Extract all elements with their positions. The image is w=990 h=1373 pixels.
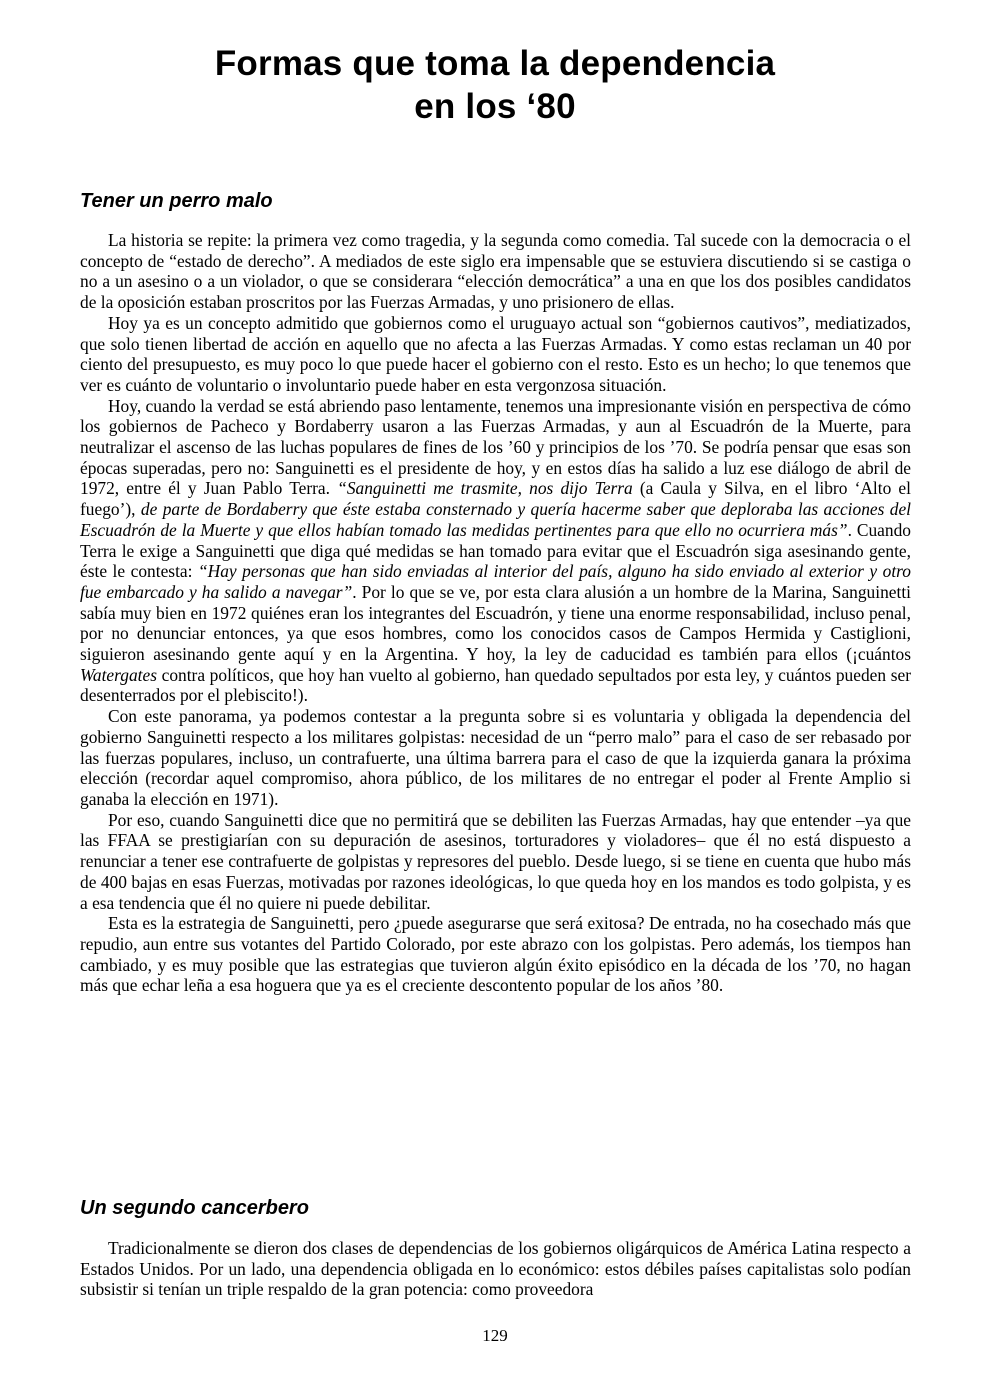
paragraph: Hoy ya es un concepto admitido que gobiernos como el uruguayo actual son “gobiernos cautivos”, mediatizados, que solo tienen libertad de acción en aquello que no afecta a las Fuerzas Armadas. Y como estas reclaman un 40 por ciento del presupuesto, es muy poco lo que puede hacer el gobierno con el resto. Esto es un hecho; lo que tenemos que ver es cuánto de voluntario o involuntario puede haber en esta vergonzosa situación. xyxy=(80,312,911,395)
page-title xyxy=(80,42,910,128)
paragraph: Por eso, cuando Sanguinetti dice que no permitirá que se debiliten las Fuerzas Armadas, hay que entender –ya que las FFAA se prestigiarían con su depuración de asesinos, torturadores y violadores– que él no está dispuesto a renunciar a tener ese contrafuerte de golpistas y represores del pueblo. Desde luego, si se tiene en cuenta que hubo más de 400 bajas en esas Fuerzas, motivadas por razones ideológicas, lo que queda hoy en los mandos es todo golpista, y es a esa tendencia que él no quiere ni puede debilitar. xyxy=(80,809,911,913)
paragraph-text: contra políticos, que hoy han vuelto al gobierno, han quedado sepultados por esta ley, y cuántos pueden ser desenterrados por el plebiscito!). xyxy=(80,664,911,706)
paragraph-text: . Por lo que se ve, por esta clara alusión a un hombre de la Marina, Sanguinetti sabía muy bien en 1972 quiénes eran los integrantes del Escuadrón, y tiene una enorme responsabilidad, incluso penal, por no denunciar entonces, ya que esos hombres, como los conocidos casos de Campos Hermida y Castiglioni, siguieron asesinando gente aquí y en la Argentina. Y hoy, la ley de caducidad es también para ellos (¡cuántos xyxy=(80,581,911,665)
quote-text: “Sanguinetti me trasmite, nos dijo Terra xyxy=(337,478,633,499)
paragraph-text: (a Caula y Silva, en el libro ‘Alto el fuego’), xyxy=(80,478,911,520)
page-number: 129 xyxy=(482,1326,508,1345)
paragraph: Esta es la estrategia de Sanguinetti, pero ¿puede asegurarse que será exitosa? De entrada, no ha cosechado más que repudio, aun entre sus votantes del Partido Colorado, por este abrazo con los golpistas. Pero además, los tiempos han cambiado, y es muy posible que las estrategias que tuvieron algún éxito episódico en la década de los ’70, no hagan más que echar leña a esa hoguera que ya es el creciente descontento popular de los años ’80. xyxy=(80,913,911,996)
section-heading-perro-malo: Tener un perro malo xyxy=(80,190,273,212)
quote-text: de parte de Bordaberry que éste estaba consternado y quería hacerme saber que deploraba las acciones del Escuadrón de la Muerte y que ellos habían tomado las medidas pertinentes para que ello no ocurriera más” xyxy=(80,499,912,540)
paragraph: Con este panorama, ya podemos contestar a la pregunta sobre si es voluntaria y obligada la dependencia del gobierno Sanguinetti respecto a los militares golpistas: necesidad de un “perro malo” para el caso de ser rebasado por las fuerzas populares, incluso, un contrafuerte, una última barrera para el caso de que la izquierda ganara la próxima elección (recordar aquel compromiso, ahora público, de los militares de no entregar el poder al Frente Amplio si ganaba la elección en 1971). xyxy=(80,706,911,809)
paragraph-text: . Cuando Terra le exige a Sanguinetti que diga qué medidas se han tomado para evitar que el Escuadrón siga asesinando gente, éste le contesta: xyxy=(80,519,911,582)
section-body-perro-malo xyxy=(80,230,911,996)
paragraph xyxy=(80,396,911,707)
section-heading-cancerbero: Un segundo cancerbero xyxy=(80,1197,309,1219)
paragraph-text: Hoy, cuando la verdad se está abriendo paso lentamente, tenemos una impresionante visión en perspectiva de cómo los gobiernos de Pacheco y Bordaberry usaron a las Fuerzas Armadas, y aun al Escuadrón de la Muerte, para neutralizar el ascenso de las luchas populares de fines de los ’60 y principios de los ’70. Se podría pensar que esas son épocas superadas, pero no: Sanguinetti es el presidente de hoy, y en estos días ha salido a luz ese diálogo de abril de 1972, entre él y Juan Pablo Terra. xyxy=(80,395,911,499)
section-body-cancerbero xyxy=(80,1238,911,1300)
quote-text: “Hay personas que han sido enviadas al interior del país, alguno ha sido enviado al exterior y otro fue embarcado y ha salido a navegar” xyxy=(80,561,911,602)
page-title-line-2: en los ‘80 xyxy=(414,87,576,126)
quote-text: Watergates xyxy=(80,664,157,685)
paragraph: Tradicionalmente se dieron dos clases de dependencias de los gobiernos oligárquicos de América Latina respecto a Estados Unidos. Por un lado, una dependencia obligada en lo económico: estos débiles países capitalistas solo podían subsistir si tenían un triple respaldo de la gran potencia: como proveedora xyxy=(80,1238,911,1300)
page-title-line-1: Formas que toma la dependencia xyxy=(214,44,776,83)
paragraph: La historia se repite: la primera vez como tragedia, y la segunda como comedia. Tal sucede con la democracia o el concepto de “estado de derecho”. A mediados de este siglo era impensable que se estuviera discutiendo si se castiga o no a un asesino o a un violador, o que se considerara “elección democrática” a una en que los dos posibles candidatos de la oposición estaban proscritos por las Fuerzas Armadas, y uno prisionero de ellas. xyxy=(80,230,911,313)
